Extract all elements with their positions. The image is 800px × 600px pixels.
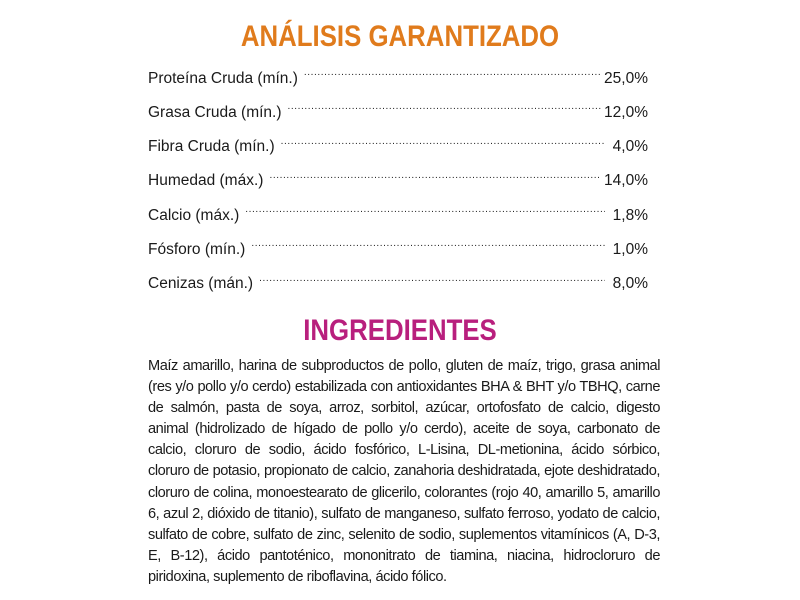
dot-leader (245, 201, 605, 220)
analysis-row-protein (148, 64, 648, 98)
analysis-value: 8,0% (612, 275, 648, 293)
analysis-row-moisture (148, 167, 648, 201)
analysis-value: 25,0% (604, 69, 648, 87)
analysis-value: 1,0% (612, 241, 648, 259)
analysis-label: Cenizas (mán.) (148, 275, 254, 293)
analysis-row-ash (148, 270, 648, 304)
dot-leader (288, 98, 602, 117)
analysis-label: Calcio (máx.) (148, 206, 240, 224)
analysis-value: 1,8% (612, 206, 648, 224)
ingredients-heading: INGREDIENTES (303, 314, 497, 347)
analysis-value: 12,0% (604, 103, 648, 121)
analysis-label: Fósforo (mín.) (148, 241, 246, 259)
analysis-row-fiber (148, 133, 648, 167)
analysis-value: 4,0% (612, 138, 648, 156)
analysis-row-fat (148, 98, 648, 132)
dot-leader (304, 64, 601, 83)
analysis-value: 14,0% (604, 172, 648, 190)
analysis-row-phosphorus (148, 235, 648, 269)
analysis-label: Grasa Cruda (mín.) (148, 103, 282, 121)
dot-leader (269, 167, 601, 186)
analysis-list (148, 64, 648, 304)
dot-leader (251, 235, 605, 254)
analysis-label: Proteína Cruda (mín.) (148, 69, 298, 87)
analysis-label: Humedad (máx.) (148, 172, 264, 190)
ingredients-paragraph: Maíz amarillo, harina de subproductos de pollo, gluten de maíz, trigo, grasa animal (res y/o pollo y/o cerdo) estabilizada con antioxidantes BHA & BHT y/o TBHQ, carne de salmón, pasta de soya, arroz, sorbitol, azúcar, ortofosfato de calcio, digesto animal (hidrolizado de hígado de pollo y/o cerdo), aceite de soya, carbonato de calcio, cloruro de sodio, ácido fosfórico, L-Lisina, DL-metionina, ácido sórbico, cloruro de potasio, propionato de calcio, zanahoria deshidratada, ejote deshidratado, cloruro de colina, monoestearato de glicerilo, colorantes (rojo 40, amarillo 5, amarillo 6, azul 2, dióxido de titanio), sulfato de manganeso, sulfato ferroso, yodato de calcio, sulfato de cobre, sulfato de zinc, selenito de sodio, suplementos vitamínicos (A, D-3, E, B-12), ácido pantoténico, mononitrato de tiamina, niacina, hidrocloruro de piridoxina, suplemento de riboflavina, ácido fólico. (148, 358, 660, 585)
analysis-row-calcium (148, 201, 648, 235)
analysis-label: Fibra Cruda (mín.) (148, 138, 275, 156)
dot-leader (281, 133, 605, 152)
analysis-heading: ANÁLISIS GARANTIZADO (240, 20, 560, 53)
dot-leader (259, 270, 605, 289)
